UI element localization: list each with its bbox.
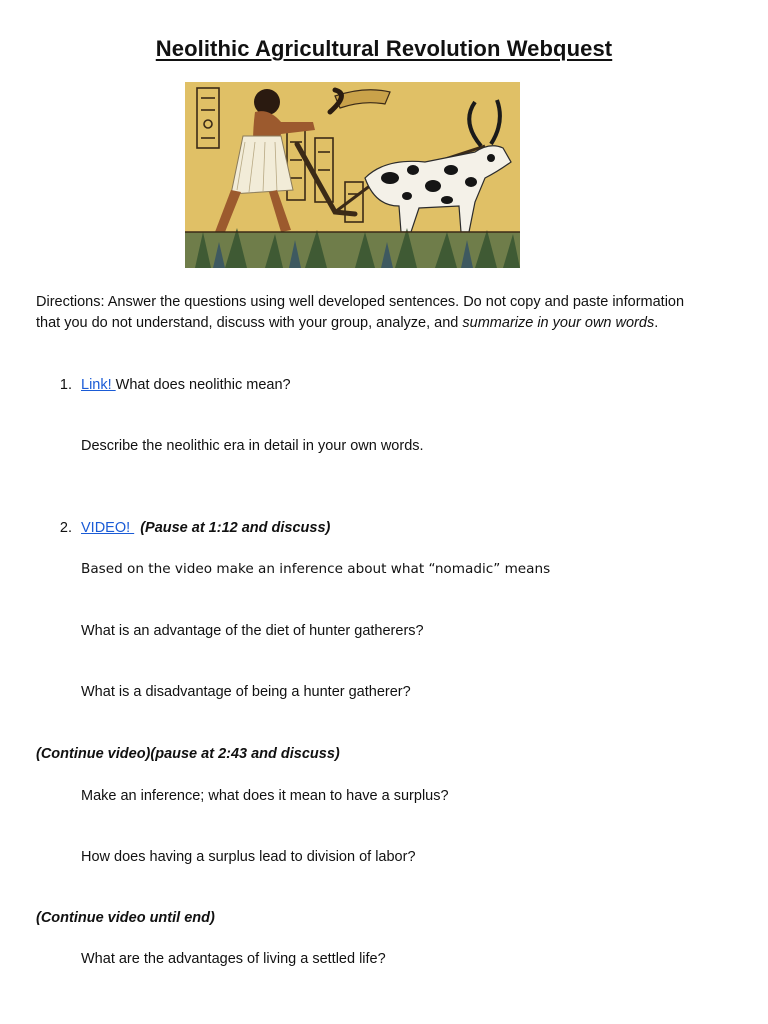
section2-question-division: How does having a surplus lead to division of labor?	[81, 849, 416, 865]
q2-question-disadvantage: What is a disadvantage of being a hunter gatherer?	[81, 684, 411, 700]
q2-number: 2.	[59, 520, 72, 536]
q2-video-link[interactable]: VIDEO!	[81, 520, 135, 536]
directions-line-1: Directions: Answer the questions using well developed sentences. Do not copy and paste information	[36, 294, 685, 310]
q1-line	[81, 375, 291, 396]
section2-heading: (Continue video)(pause at 2:43 and discuss)	[36, 746, 340, 762]
page-title: Neolithic Agricultural Revolution Webquest	[155, 36, 613, 61]
q1-link[interactable]: Link!	[81, 377, 116, 393]
q2-question-diet: What is an advantage of the diet of hunter gatherers?	[81, 623, 424, 639]
egyptian-farming-image	[185, 82, 520, 268]
section3-heading: (Continue video until end)	[36, 910, 215, 926]
directions-text: that you do not understand, discuss with your group, analyze, and	[36, 315, 463, 331]
directions-line-2	[36, 313, 658, 334]
egyptian-farming-illustration	[185, 82, 520, 268]
q1-followup: Describe the neolithic era in detail in your own words.	[81, 438, 424, 454]
q2-line	[81, 518, 330, 539]
q2-pause-note: (Pause at 1:12 and discuss)	[140, 520, 331, 536]
q1-number: 1.	[59, 377, 72, 393]
section2-question-surplus: Make an inference; what does it mean to have a surplus?	[81, 788, 449, 804]
directions-end: .	[654, 315, 659, 331]
q1-question: What does neolithic mean?	[115, 377, 291, 393]
q2-question-nomadic: Based on the video make an inference about what “nomadic” means	[81, 561, 551, 577]
section3-question-settled: What are the advantages of living a settled life?	[81, 951, 386, 967]
directions-emphasis: summarize in your own words	[462, 315, 655, 331]
